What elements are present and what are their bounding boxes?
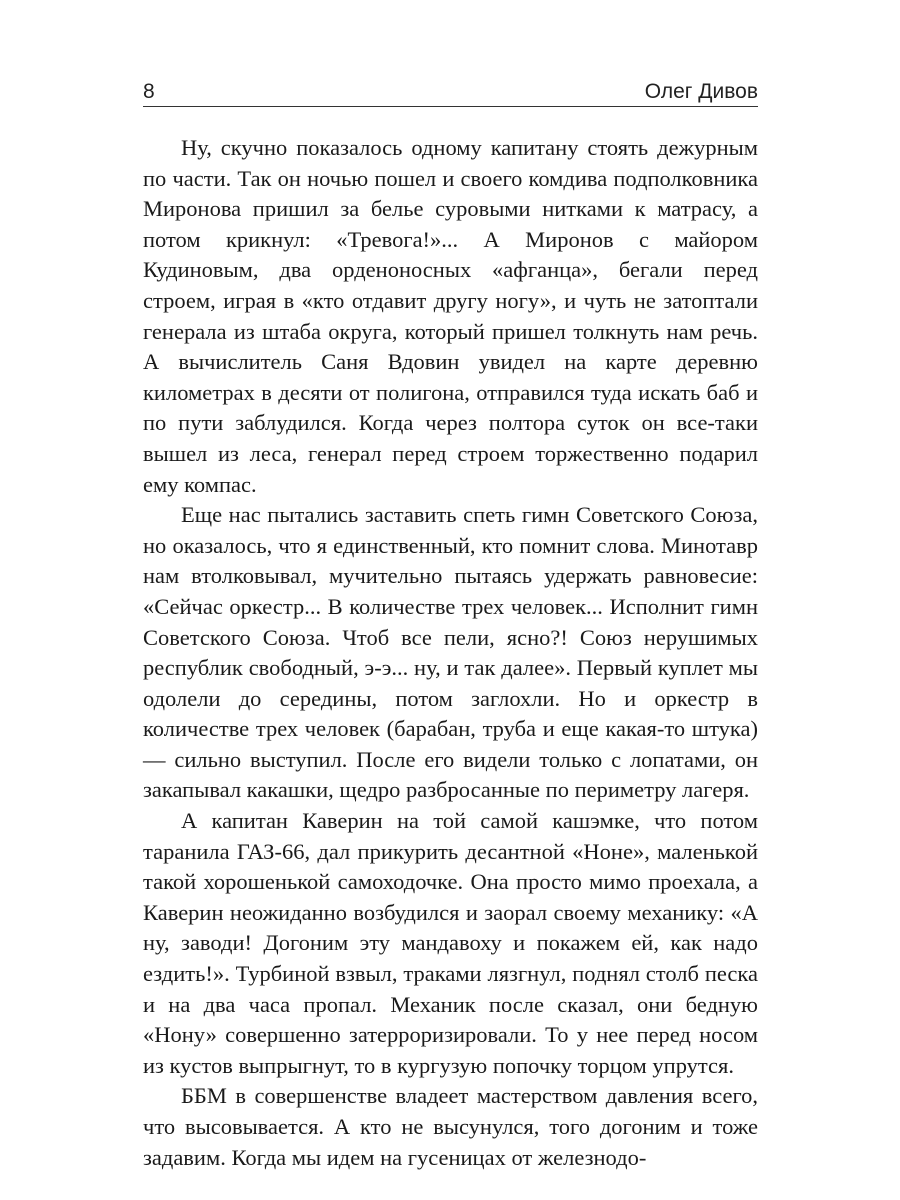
paragraph: Еще нас пытались заставить спеть гимн Советского Союза, но оказалось, что я единственный, кто помнит слова. Минотавр нам втолковывал, мучительно пытаясь удержать равновесие: «Сейчас оркестр... В количестве трех человек... Исполнит гимн Советского Союза. Чтоб все пели, ясно?! Союз нерушимых республик свободный, э-э... ну, и так далее». Первый куплет мы одолели до середины, потом заглохли. Но и оркестр в количестве трех человек (барабан, труба и еще какая-то штука) — сильно выступил. После его видели только с лопатами, он закапывал какашки, щедро разбросанные по периметру лагеря. [143,502,758,803]
body-text [143,133,758,1173]
page-number: 8 [143,80,155,103]
running-head [143,76,758,104]
author-name: Олег Дивов [644,80,758,103]
paragraph: ББМ в совершенстве владеет мастерством давления всего, что высовывается. А кто не высунулся, того догоним и тоже задавим. Когда мы идем на гусеницах от железнодо- [143,1083,758,1170]
header-rule [143,106,758,107]
paragraph: Ну, скучно показалось одному капитану стоять дежурным по части. Так он ночью пошел и своего комдива подполковника Миронова пришил за белье суровыми нитками к матрасу, а потом крикнул: «Тревога!»... А Миронов с майором Кудиновым, два орденоносных «афганца», бегали перед строем, играя в «кто отдавит другу ногу», и чуть не затоптали генерала из штаба округа, который пришел толкнуть нам речь. А вычислитель Саня Вдовин увидел на карте деревню километрах в десяти от полигона, отправился туда искать баб и по пути заблудился. Когда через полтора суток он все-таки вышел из леса, генерал перед строем торжественно подарил ему компас. [143,135,758,497]
paragraph: А капитан Каверин на той самой кашэмке, что потом таранила ГАЗ-66, дал прикурить десантной «Ноне», маленькой такой хорошенькой самоходочке. Она просто мимо проехала, а Каверин неожиданно возбудился и заорал своему механику: «А ну, заводи! Догоним эту мандавоху и покажем ей, как надо ездить!». Турбиной взвыл, траками лязгнул, поднял столб песка и на два часа пропал. Механик после сказал, они бедную «Нону» совершенно затерроризировали. То у нее перед носом из кустов выпрыгнут, то в кургузую попочку торцом упрутся. [143,808,758,1078]
